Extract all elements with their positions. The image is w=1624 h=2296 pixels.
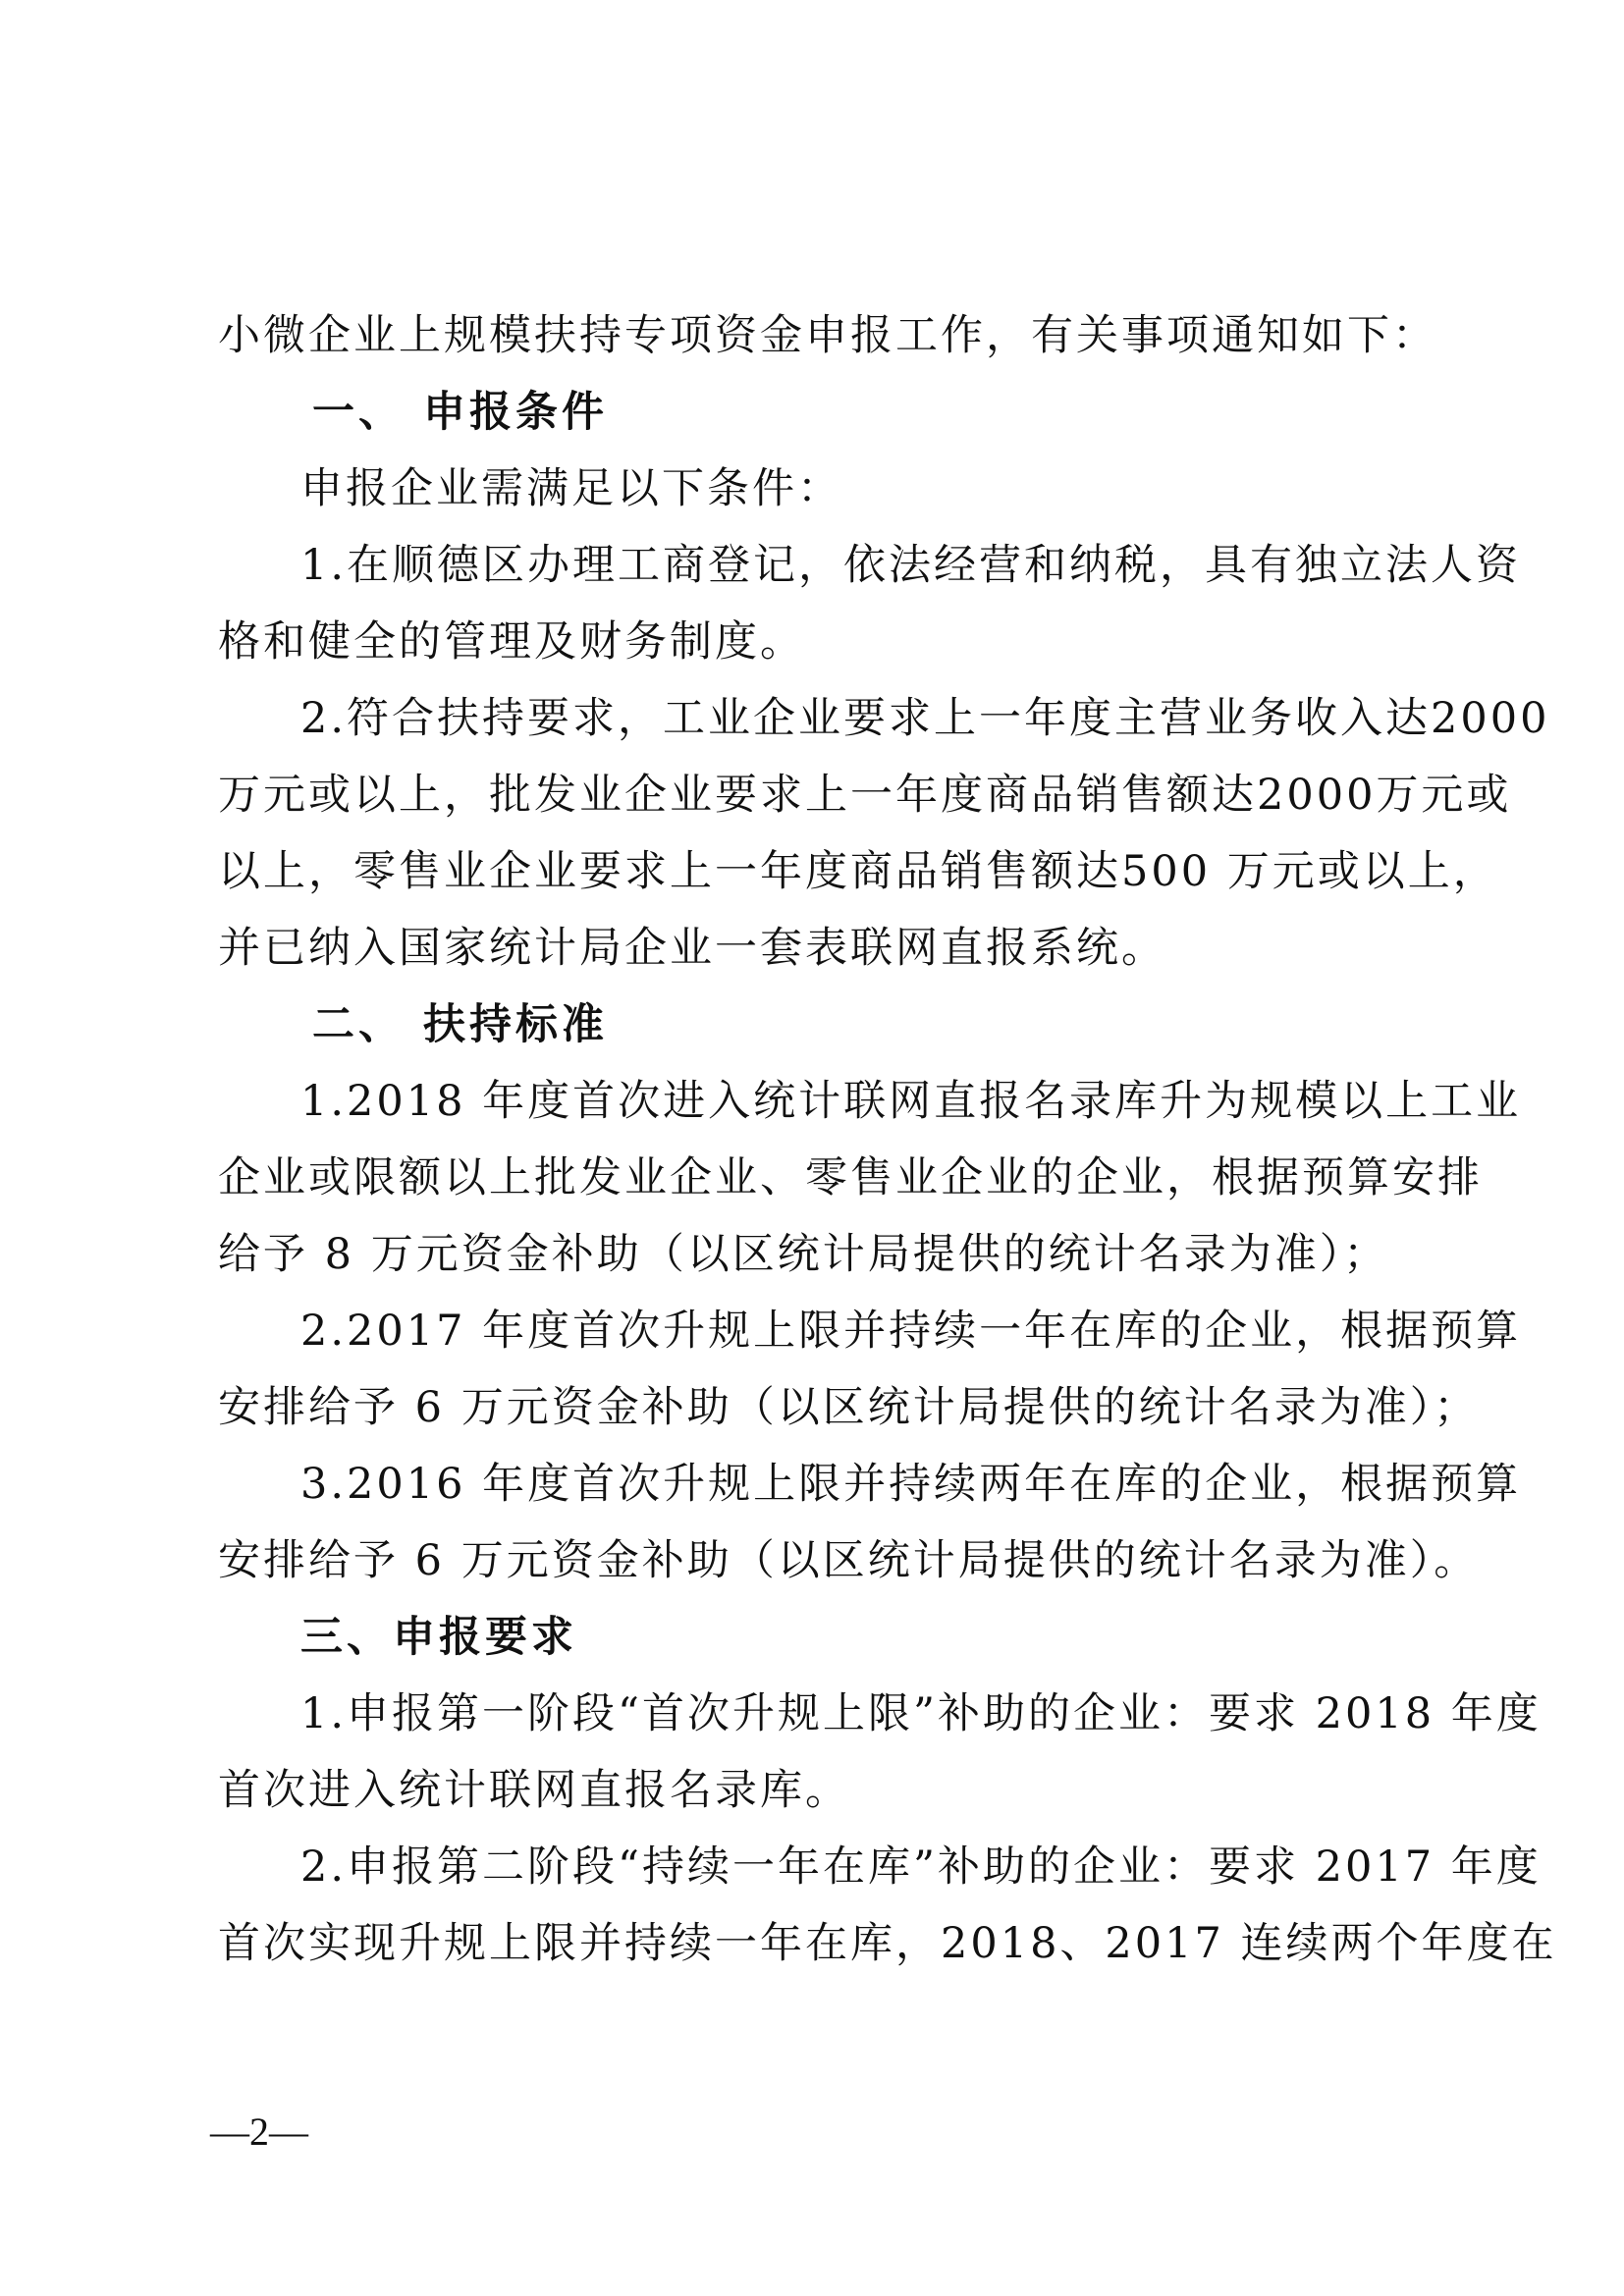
condition-2-line-1: 2.符合扶持要求，工业企业要求上一年度主营业务收入达2000 xyxy=(300,694,1550,743)
standard-2-line-2: 安排给予 6 万元资金补助（以区统计局提供的统计名录为准）； xyxy=(218,1383,1480,1432)
requirement-1-line-1: 1.申报第一阶段“首次升规上限”补助的企业：要求 2018 年度 xyxy=(300,1689,1542,1738)
standard-1-line-3: 给予 8 万元资金补助（以区统计局提供的统计名录为准）； xyxy=(218,1230,1389,1279)
page-number: —2— xyxy=(210,2109,308,2154)
section-heading-requirements: 三、申报要求 xyxy=(300,1613,577,1662)
condition-1-line-1: 1.在顺德区办理工商登记，依法经营和纳税，具有独立法人资 xyxy=(300,541,1522,590)
standard-1-line-1: 1.2018 年度首次进入统计联网直报名录库升为规模以上工业 xyxy=(300,1077,1522,1126)
conditions-intro: 申报企业需满足以下条件： xyxy=(300,464,842,513)
standard-3-line-1: 3.2016 年度首次升规上限并持续两年在库的企业，根据预算 xyxy=(300,1460,1522,1509)
section-heading-standards: 二、 扶持标准 xyxy=(312,1000,608,1049)
condition-1-line-2: 格和健全的管理及财务制度。 xyxy=(218,617,805,667)
standard-3-line-2: 安排给予 6 万元资金补助（以区统计局提供的统计名录为准）。 xyxy=(218,1536,1480,1585)
condition-2-line-2: 万元或以上，批发业企业要求上一年度商品销售额达2000万元或 xyxy=(218,771,1512,820)
paragraph-intro-line: 小微企业上规模扶持专项资金申报工作，有关事项通知如下： xyxy=(218,311,1437,360)
condition-2-line-4: 并已纳入国家统计局企业一套表联网直报系统。 xyxy=(218,924,1166,973)
condition-2-line-3: 以上，零售业企业要求上一年度商品销售额达500 万元或以上， xyxy=(218,847,1498,896)
section-heading-conditions: 一、 申报条件 xyxy=(312,388,608,437)
requirement-1-line-2: 首次进入统计联网直报名录库。 xyxy=(218,1766,850,1815)
standard-1-line-2: 企业或限额以上批发业企业、零售业企业的企业，根据预算安排 xyxy=(218,1153,1483,1202)
requirement-2-line-1: 2.申报第二阶段“持续一年在库”补助的企业：要求 2017 年度 xyxy=(300,1842,1542,1892)
standard-2-line-1: 2.2017 年度首次升规上限并持续一年在库的企业，根据预算 xyxy=(300,1307,1522,1356)
requirement-2-line-2: 首次实现升规上限并持续一年在库，2018、2017 连续两个年度在 xyxy=(218,1919,1557,1968)
